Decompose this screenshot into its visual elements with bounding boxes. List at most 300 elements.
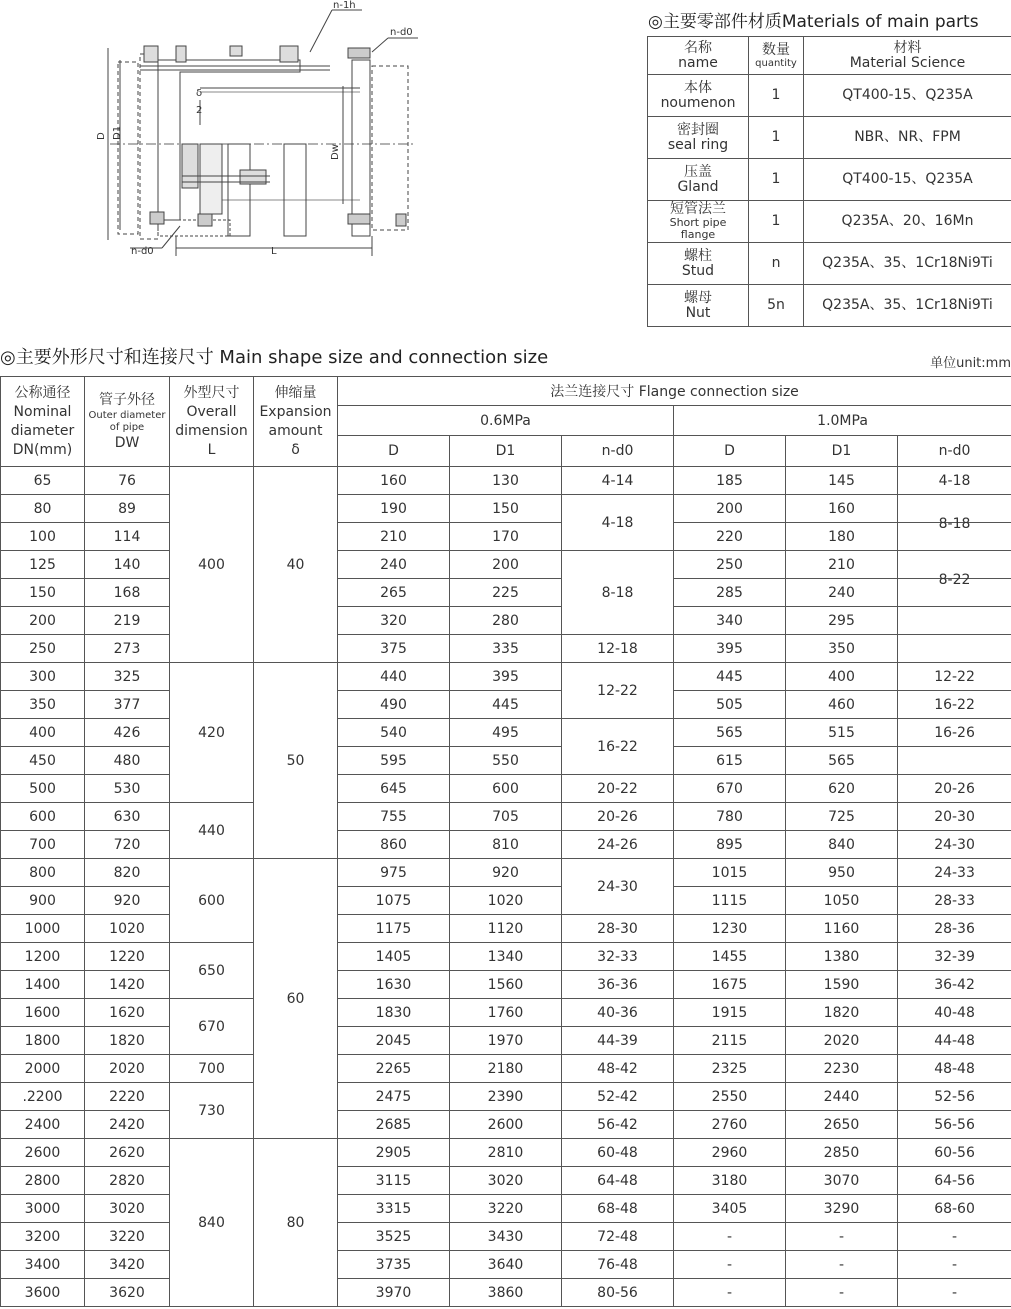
cell-nd0-10: 32-39 bbox=[898, 943, 1011, 971]
name-cn: 名称 bbox=[684, 39, 712, 56]
cell-d-06: 3315 bbox=[338, 1195, 450, 1223]
header-d1-06: D1 bbox=[450, 436, 562, 467]
cell-d1-06: 920 bbox=[450, 859, 562, 887]
header-dw bbox=[85, 377, 170, 467]
cell-overall-l: 670 bbox=[170, 999, 254, 1055]
table-row bbox=[1, 1279, 1011, 1307]
dimensions-table bbox=[0, 376, 1011, 1307]
cell-dw: 1020 bbox=[85, 915, 170, 943]
materials-row bbox=[648, 75, 1011, 117]
part-qty: n bbox=[749, 243, 804, 285]
table-row bbox=[1, 691, 1011, 719]
cell-d-10: 2960 bbox=[674, 1139, 786, 1167]
cell-dw: 114 bbox=[85, 523, 170, 551]
header-dw-cn: 管子外径 bbox=[99, 391, 155, 408]
part-material: QT400-15、Q235A bbox=[804, 159, 1011, 201]
label-L: L bbox=[271, 246, 277, 257]
cell-nd0-10: - bbox=[898, 1279, 1011, 1307]
cell-nd0-10: 28-36 bbox=[898, 915, 1011, 943]
cell-dw: 920 bbox=[85, 887, 170, 915]
cell-overall-l: 420 bbox=[170, 663, 254, 803]
table-row bbox=[1, 775, 1011, 803]
part-material: NBR、NR、FPM bbox=[804, 117, 1011, 159]
cell-d1-06: 495 bbox=[450, 719, 562, 747]
part-qty: 5n bbox=[749, 285, 804, 327]
header-nd0-10: n-d0 bbox=[898, 436, 1011, 467]
cell-d-10: 220 bbox=[674, 523, 786, 551]
cell-expansion: 50 bbox=[254, 663, 338, 859]
cell-d-10: 285 bbox=[674, 579, 786, 607]
cell-d1-10: 350 bbox=[786, 635, 898, 663]
cell-d1-06: 3020 bbox=[450, 1167, 562, 1195]
part-cn: 密封圈 bbox=[677, 121, 719, 138]
cell-overall-l: 700 bbox=[170, 1055, 254, 1083]
cell-dn: 1000 bbox=[1, 915, 85, 943]
cell-d1-10: 2020 bbox=[786, 1027, 898, 1055]
header-l-cn: 外型尺寸 bbox=[183, 384, 240, 401]
cell-overall-l: 440 bbox=[170, 803, 254, 859]
header-l-en1: Overall bbox=[186, 403, 237, 420]
cell-dn: 800 bbox=[1, 859, 85, 887]
table-row bbox=[1, 1027, 1011, 1055]
cell-nd0-10: 24-30 bbox=[898, 831, 1011, 859]
cell-d-06: 2265 bbox=[338, 1055, 450, 1083]
cell-dn: 400 bbox=[1, 719, 85, 747]
cell-d1-06: 170 bbox=[450, 523, 562, 551]
cell-nd0-10: 16-26 bbox=[898, 719, 1011, 747]
cell-nd0-06: 48-42 bbox=[562, 1055, 674, 1083]
cell-d-10: - bbox=[674, 1223, 786, 1251]
header-exp bbox=[254, 377, 338, 467]
cell-d-10: 2550 bbox=[674, 1083, 786, 1111]
cell-dw: 820 bbox=[85, 859, 170, 887]
table-row bbox=[1, 1139, 1011, 1167]
cell-overall-l: 600 bbox=[170, 859, 254, 943]
part-cn: 螺母 bbox=[684, 289, 712, 306]
cell-dw: 1220 bbox=[85, 943, 170, 971]
cell-dw: 3420 bbox=[85, 1251, 170, 1279]
table-row bbox=[1, 859, 1011, 887]
header-d-10: D bbox=[674, 436, 786, 467]
cell-d-06: 3970 bbox=[338, 1279, 450, 1307]
cell-d1-06: 3430 bbox=[450, 1223, 562, 1251]
materials-row bbox=[648, 117, 1011, 159]
cell-d-06: 2475 bbox=[338, 1083, 450, 1111]
cell-nd0-10: - bbox=[898, 1251, 1011, 1279]
part-material: Q235A、35、1Cr18Ni9Ti bbox=[804, 285, 1011, 327]
cell-dn: 250 bbox=[1, 635, 85, 663]
main-title: ◎主要外形尺寸和连接尺寸 Main shape size and connection size bbox=[0, 347, 549, 368]
label-n-1h: n-1h bbox=[333, 0, 356, 11]
cell-dw: 426 bbox=[85, 719, 170, 747]
header-l-en2: dimension bbox=[175, 422, 248, 439]
cell-d-06: 1075 bbox=[338, 887, 450, 915]
cell-d1-06: 2600 bbox=[450, 1111, 562, 1139]
cell-expansion: 60 bbox=[254, 859, 338, 1139]
cell-d-06: 375 bbox=[338, 635, 450, 663]
cell-nd0-10: 20-30 bbox=[898, 803, 1011, 831]
cell-dw: 3220 bbox=[85, 1223, 170, 1251]
cell-nd0-10: 64-56 bbox=[898, 1167, 1011, 1195]
cell-d-10: 565 bbox=[674, 719, 786, 747]
cell-d-10: 395 bbox=[674, 635, 786, 663]
table-row bbox=[1, 551, 1011, 579]
table-row bbox=[1, 1223, 1011, 1251]
cell-d-10: 1015 bbox=[674, 859, 786, 887]
cell-dw: 168 bbox=[85, 579, 170, 607]
label-nd0-top: n-d0 bbox=[390, 27, 413, 38]
cell-d-06: 265 bbox=[338, 579, 450, 607]
cell-d-06: 1175 bbox=[338, 915, 450, 943]
header-dn-en1: Nominal bbox=[13, 403, 72, 420]
unit-label: 单位unit:mm bbox=[930, 356, 1011, 371]
cell-dw: 3020 bbox=[85, 1195, 170, 1223]
part-material: Q235A、20、16Mn bbox=[804, 201, 1011, 243]
header-dn-sym: DN(mm) bbox=[12, 441, 73, 458]
cell-dw: 76 bbox=[85, 467, 170, 495]
table-row bbox=[1, 1195, 1011, 1223]
cell-dw: 1620 bbox=[85, 999, 170, 1027]
materials-row bbox=[648, 201, 1011, 243]
cell-d-10: 2115 bbox=[674, 1027, 786, 1055]
header-dw-sym: DW bbox=[114, 434, 140, 451]
cell-nd0-10: 36-42 bbox=[898, 971, 1011, 999]
cell-nd0-10: 16-22 bbox=[898, 691, 1011, 719]
cell-d1-06: 150 bbox=[450, 495, 562, 523]
table-row bbox=[1, 943, 1011, 971]
cell-d1-10: 145 bbox=[786, 467, 898, 495]
cell-dn: 450 bbox=[1, 747, 85, 775]
cell-dn: 1200 bbox=[1, 943, 85, 971]
cell-d1-06: 280 bbox=[450, 607, 562, 635]
cell-dw: 630 bbox=[85, 803, 170, 831]
cell-nd0-06: 12-22 bbox=[562, 663, 674, 719]
cell-d1-10: 1590 bbox=[786, 971, 898, 999]
table-row bbox=[1, 831, 1011, 859]
header-exp-sym: δ bbox=[291, 441, 300, 458]
cell-nd0-10: 20-26 bbox=[898, 775, 1011, 803]
cell-dn: 125 bbox=[1, 551, 85, 579]
cell-d-06: 440 bbox=[338, 663, 450, 691]
cell-d1-10: 2650 bbox=[786, 1111, 898, 1139]
part-en: Short pipe flange bbox=[669, 216, 727, 241]
cell-nd0-06: 12-18 bbox=[562, 635, 674, 663]
cell-d1-10: 725 bbox=[786, 803, 898, 831]
cell-d1-10: 400 bbox=[786, 663, 898, 691]
cell-nd0-10 bbox=[898, 635, 1011, 663]
cell-d-06: 2685 bbox=[338, 1111, 450, 1139]
cell-d1-06: 2810 bbox=[450, 1139, 562, 1167]
header-p06: 0.6MPa bbox=[338, 406, 674, 436]
part-en: Nut bbox=[685, 304, 711, 321]
cell-nd0-10: 40-48 bbox=[898, 999, 1011, 1027]
part-cn: 短管法兰 bbox=[670, 201, 726, 217]
header-dn-en2: diameter bbox=[10, 422, 75, 439]
cell-dn: 3400 bbox=[1, 1251, 85, 1279]
cell-dn: 65 bbox=[1, 467, 85, 495]
table-row bbox=[1, 663, 1011, 691]
cell-dw: 2020 bbox=[85, 1055, 170, 1083]
header-flange: 法兰连接尺寸 Flange connection size bbox=[338, 377, 1011, 406]
part-cn: 压盖 bbox=[684, 163, 712, 180]
cell-d1-06: 3220 bbox=[450, 1195, 562, 1223]
cell-d1-10: 1160 bbox=[786, 915, 898, 943]
cell-nd0-06: 16-22 bbox=[562, 719, 674, 775]
cell-d1-06: 335 bbox=[450, 635, 562, 663]
dimensions-body bbox=[1, 467, 1011, 1307]
header-dn bbox=[1, 377, 85, 467]
cell-d1-10: 180 bbox=[786, 523, 898, 551]
cell-overall-l: 730 bbox=[170, 1083, 254, 1139]
part-qty: 1 bbox=[749, 159, 804, 201]
table-row bbox=[1, 915, 1011, 943]
cell-d-06: 3525 bbox=[338, 1223, 450, 1251]
cell-dw: 2820 bbox=[85, 1167, 170, 1195]
cell-nd0-10: 4-18 bbox=[898, 467, 1011, 495]
cell-nd0-06: 4-18 bbox=[562, 495, 674, 551]
cell-d-10: 780 bbox=[674, 803, 786, 831]
table-row bbox=[1, 747, 1011, 775]
table-row bbox=[1, 1055, 1011, 1083]
cell-nd0-10 bbox=[898, 607, 1011, 635]
cell-dn: 1600 bbox=[1, 999, 85, 1027]
table-row bbox=[1, 579, 1011, 607]
table-row bbox=[1, 999, 1011, 1027]
cell-d1-10: 2440 bbox=[786, 1083, 898, 1111]
cell-d-06: 240 bbox=[338, 551, 450, 579]
cell-dw: 2220 bbox=[85, 1083, 170, 1111]
cell-d-06: 645 bbox=[338, 775, 450, 803]
cell-d1-06: 810 bbox=[450, 831, 562, 859]
part-en: seal ring bbox=[667, 136, 729, 153]
materials-table bbox=[647, 36, 1011, 327]
cell-d1-10: 1050 bbox=[786, 887, 898, 915]
table-row bbox=[1, 523, 1011, 551]
cell-dw: 273 bbox=[85, 635, 170, 663]
cell-dn: 100 bbox=[1, 523, 85, 551]
cell-d-06: 975 bbox=[338, 859, 450, 887]
table-row bbox=[1, 719, 1011, 747]
cell-d1-10: 620 bbox=[786, 775, 898, 803]
cell-d1-10: 3290 bbox=[786, 1195, 898, 1223]
cell-d1-10: - bbox=[786, 1223, 898, 1251]
label-nd0-bottom: n-d0 bbox=[131, 246, 154, 257]
cell-dn: 300 bbox=[1, 663, 85, 691]
cell-d-10: 1915 bbox=[674, 999, 786, 1027]
cell-nd0-10: 12-22 bbox=[898, 663, 1011, 691]
cell-nd0-10: 44-48 bbox=[898, 1027, 1011, 1055]
cell-d-06: 190 bbox=[338, 495, 450, 523]
cell-nd0-10: - bbox=[898, 1223, 1011, 1251]
cell-nd0-06: 20-22 bbox=[562, 775, 674, 803]
label-D1: D1 bbox=[112, 125, 123, 140]
cell-d-06: 490 bbox=[338, 691, 450, 719]
part-material: QT400-15、Q235A bbox=[804, 75, 1011, 117]
part-qty: 1 bbox=[749, 201, 804, 243]
cell-d-10: - bbox=[674, 1279, 786, 1307]
header-d-06: D bbox=[338, 436, 450, 467]
cell-expansion: 80 bbox=[254, 1139, 338, 1307]
cell-d-10: 895 bbox=[674, 831, 786, 859]
cell-dn: 600 bbox=[1, 803, 85, 831]
cell-d1-06: 3640 bbox=[450, 1251, 562, 1279]
materials-row bbox=[648, 243, 1011, 285]
cell-d-06: 160 bbox=[338, 467, 450, 495]
cell-d-06: 540 bbox=[338, 719, 450, 747]
cell-dw: 1420 bbox=[85, 971, 170, 999]
cell-nd0-06: 40-36 bbox=[562, 999, 674, 1027]
cell-d-10: 1230 bbox=[674, 915, 786, 943]
cell-nd0-10: 56-56 bbox=[898, 1111, 1011, 1139]
cell-d-06: 1830 bbox=[338, 999, 450, 1027]
cell-d1-06: 225 bbox=[450, 579, 562, 607]
cell-d1-06: 445 bbox=[450, 691, 562, 719]
cell-dn: 2400 bbox=[1, 1111, 85, 1139]
cell-d-10: 2325 bbox=[674, 1055, 786, 1083]
cell-d-06: 860 bbox=[338, 831, 450, 859]
cell-dn: .2200 bbox=[1, 1083, 85, 1111]
part-en: noumenon bbox=[660, 94, 736, 111]
cell-dn: 500 bbox=[1, 775, 85, 803]
table-row bbox=[1, 1251, 1011, 1279]
cell-d-10: 505 bbox=[674, 691, 786, 719]
label-D: D bbox=[96, 132, 107, 140]
cell-nd0-06: 24-30 bbox=[562, 859, 674, 915]
qty-cn: 数量 bbox=[762, 41, 790, 58]
cell-d-06: 755 bbox=[338, 803, 450, 831]
cell-d1-06: 1560 bbox=[450, 971, 562, 999]
cell-dn: 3200 bbox=[1, 1223, 85, 1251]
cell-d1-06: 200 bbox=[450, 551, 562, 579]
cell-d1-10: 295 bbox=[786, 607, 898, 635]
cell-overall-l: 650 bbox=[170, 943, 254, 999]
cell-d1-10: 1820 bbox=[786, 999, 898, 1027]
cell-d-06: 1405 bbox=[338, 943, 450, 971]
part-cn: 螺柱 bbox=[684, 247, 712, 264]
header-d1-10: D1 bbox=[786, 436, 898, 467]
table-row bbox=[1, 635, 1011, 663]
cell-nd0-06: 44-39 bbox=[562, 1027, 674, 1055]
cell-d-10: 615 bbox=[674, 747, 786, 775]
cell-nd0-10: 24-33 bbox=[898, 859, 1011, 887]
cell-d-06: 3735 bbox=[338, 1251, 450, 1279]
table-row bbox=[1, 971, 1011, 999]
cell-expansion: 40 bbox=[254, 467, 338, 663]
cell-dw: 325 bbox=[85, 663, 170, 691]
cell-d1-10: 160 bbox=[786, 495, 898, 523]
table-row bbox=[1, 1111, 1011, 1139]
header-exp-en1: Expansion bbox=[259, 403, 332, 420]
cell-d-06: 595 bbox=[338, 747, 450, 775]
cell-d-10: 670 bbox=[674, 775, 786, 803]
cell-dw: 377 bbox=[85, 691, 170, 719]
table-row bbox=[1, 887, 1011, 915]
cell-nd0-10: 52-56 bbox=[898, 1083, 1011, 1111]
table-row bbox=[1, 803, 1011, 831]
cell-d1-06: 130 bbox=[450, 467, 562, 495]
cell-d1-06: 395 bbox=[450, 663, 562, 691]
cell-d-06: 320 bbox=[338, 607, 450, 635]
header-l-sym: L bbox=[207, 441, 216, 458]
cell-dw: 3620 bbox=[85, 1279, 170, 1307]
cell-d1-06: 1340 bbox=[450, 943, 562, 971]
part-en: Gland bbox=[677, 178, 719, 195]
cell-d1-10: 240 bbox=[786, 579, 898, 607]
header-row-1 bbox=[1, 377, 1011, 406]
cell-d1-06: 3860 bbox=[450, 1279, 562, 1307]
cell-d-10: 3180 bbox=[674, 1167, 786, 1195]
cell-d1-10: 1380 bbox=[786, 943, 898, 971]
mat-cn: 材料 bbox=[893, 39, 922, 56]
header-dw-en1: Outer diameter bbox=[88, 409, 166, 421]
cell-d1-06: 1020 bbox=[450, 887, 562, 915]
qty-en: quantity bbox=[755, 57, 797, 69]
part-qty: 1 bbox=[749, 75, 804, 117]
cell-d-10: - bbox=[674, 1251, 786, 1279]
cell-dn: 1800 bbox=[1, 1027, 85, 1055]
table-row bbox=[1, 495, 1011, 523]
label-Dw: Dw bbox=[330, 144, 341, 160]
cell-d-06: 210 bbox=[338, 523, 450, 551]
materials-row bbox=[648, 285, 1011, 327]
cell-overall-l: 400 bbox=[170, 467, 254, 663]
expansion-joint-drawing bbox=[0, 0, 640, 330]
part-qty: 1 bbox=[749, 117, 804, 159]
cell-dw: 2420 bbox=[85, 1111, 170, 1139]
cell-d1-06: 1970 bbox=[450, 1027, 562, 1055]
cell-d1-06: 705 bbox=[450, 803, 562, 831]
cell-dw: 530 bbox=[85, 775, 170, 803]
cell-d-06: 1630 bbox=[338, 971, 450, 999]
cell-nd0-06: 20-26 bbox=[562, 803, 674, 831]
cell-d1-06: 1120 bbox=[450, 915, 562, 943]
cell-d1-06: 1760 bbox=[450, 999, 562, 1027]
cell-dn: 80 bbox=[1, 495, 85, 523]
header-l bbox=[170, 377, 254, 467]
cell-d1-06: 600 bbox=[450, 775, 562, 803]
cell-nd0-10: 8-22 bbox=[898, 566, 1011, 594]
cell-nd0-06: 60-48 bbox=[562, 1139, 674, 1167]
cell-dn: 2000 bbox=[1, 1055, 85, 1083]
cell-d-06: 2905 bbox=[338, 1139, 450, 1167]
cell-d-06: 3115 bbox=[338, 1167, 450, 1195]
cell-dn: 900 bbox=[1, 887, 85, 915]
header-dw-en2: of pipe bbox=[109, 421, 145, 433]
cell-nd0-06: 64-48 bbox=[562, 1167, 674, 1195]
header-nd0-06: n-d0 bbox=[562, 436, 674, 467]
cell-d1-10: 2850 bbox=[786, 1139, 898, 1167]
table-row bbox=[1, 607, 1011, 635]
cell-nd0-06: 68-48 bbox=[562, 1195, 674, 1223]
name-en: name bbox=[678, 54, 718, 71]
label-delta: δ bbox=[196, 88, 203, 99]
part-cn: 本体 bbox=[684, 79, 712, 96]
cell-dn: 3600 bbox=[1, 1279, 85, 1307]
cell-d1-10: 840 bbox=[786, 831, 898, 859]
cell-d1-06: 2390 bbox=[450, 1083, 562, 1111]
cell-d1-10: 460 bbox=[786, 691, 898, 719]
part-material: Q235A、35、1Cr18Ni9Ti bbox=[804, 243, 1011, 285]
cell-dw: 219 bbox=[85, 607, 170, 635]
cell-nd0-06: 56-42 bbox=[562, 1111, 674, 1139]
cell-d1-10: - bbox=[786, 1251, 898, 1279]
cell-nd0-10: 60-56 bbox=[898, 1139, 1011, 1167]
header-p10: 1.0MPa bbox=[674, 406, 1011, 436]
cell-dw: 1820 bbox=[85, 1027, 170, 1055]
cell-dn: 150 bbox=[1, 579, 85, 607]
cell-d1-10: 950 bbox=[786, 859, 898, 887]
cell-dn: 200 bbox=[1, 607, 85, 635]
